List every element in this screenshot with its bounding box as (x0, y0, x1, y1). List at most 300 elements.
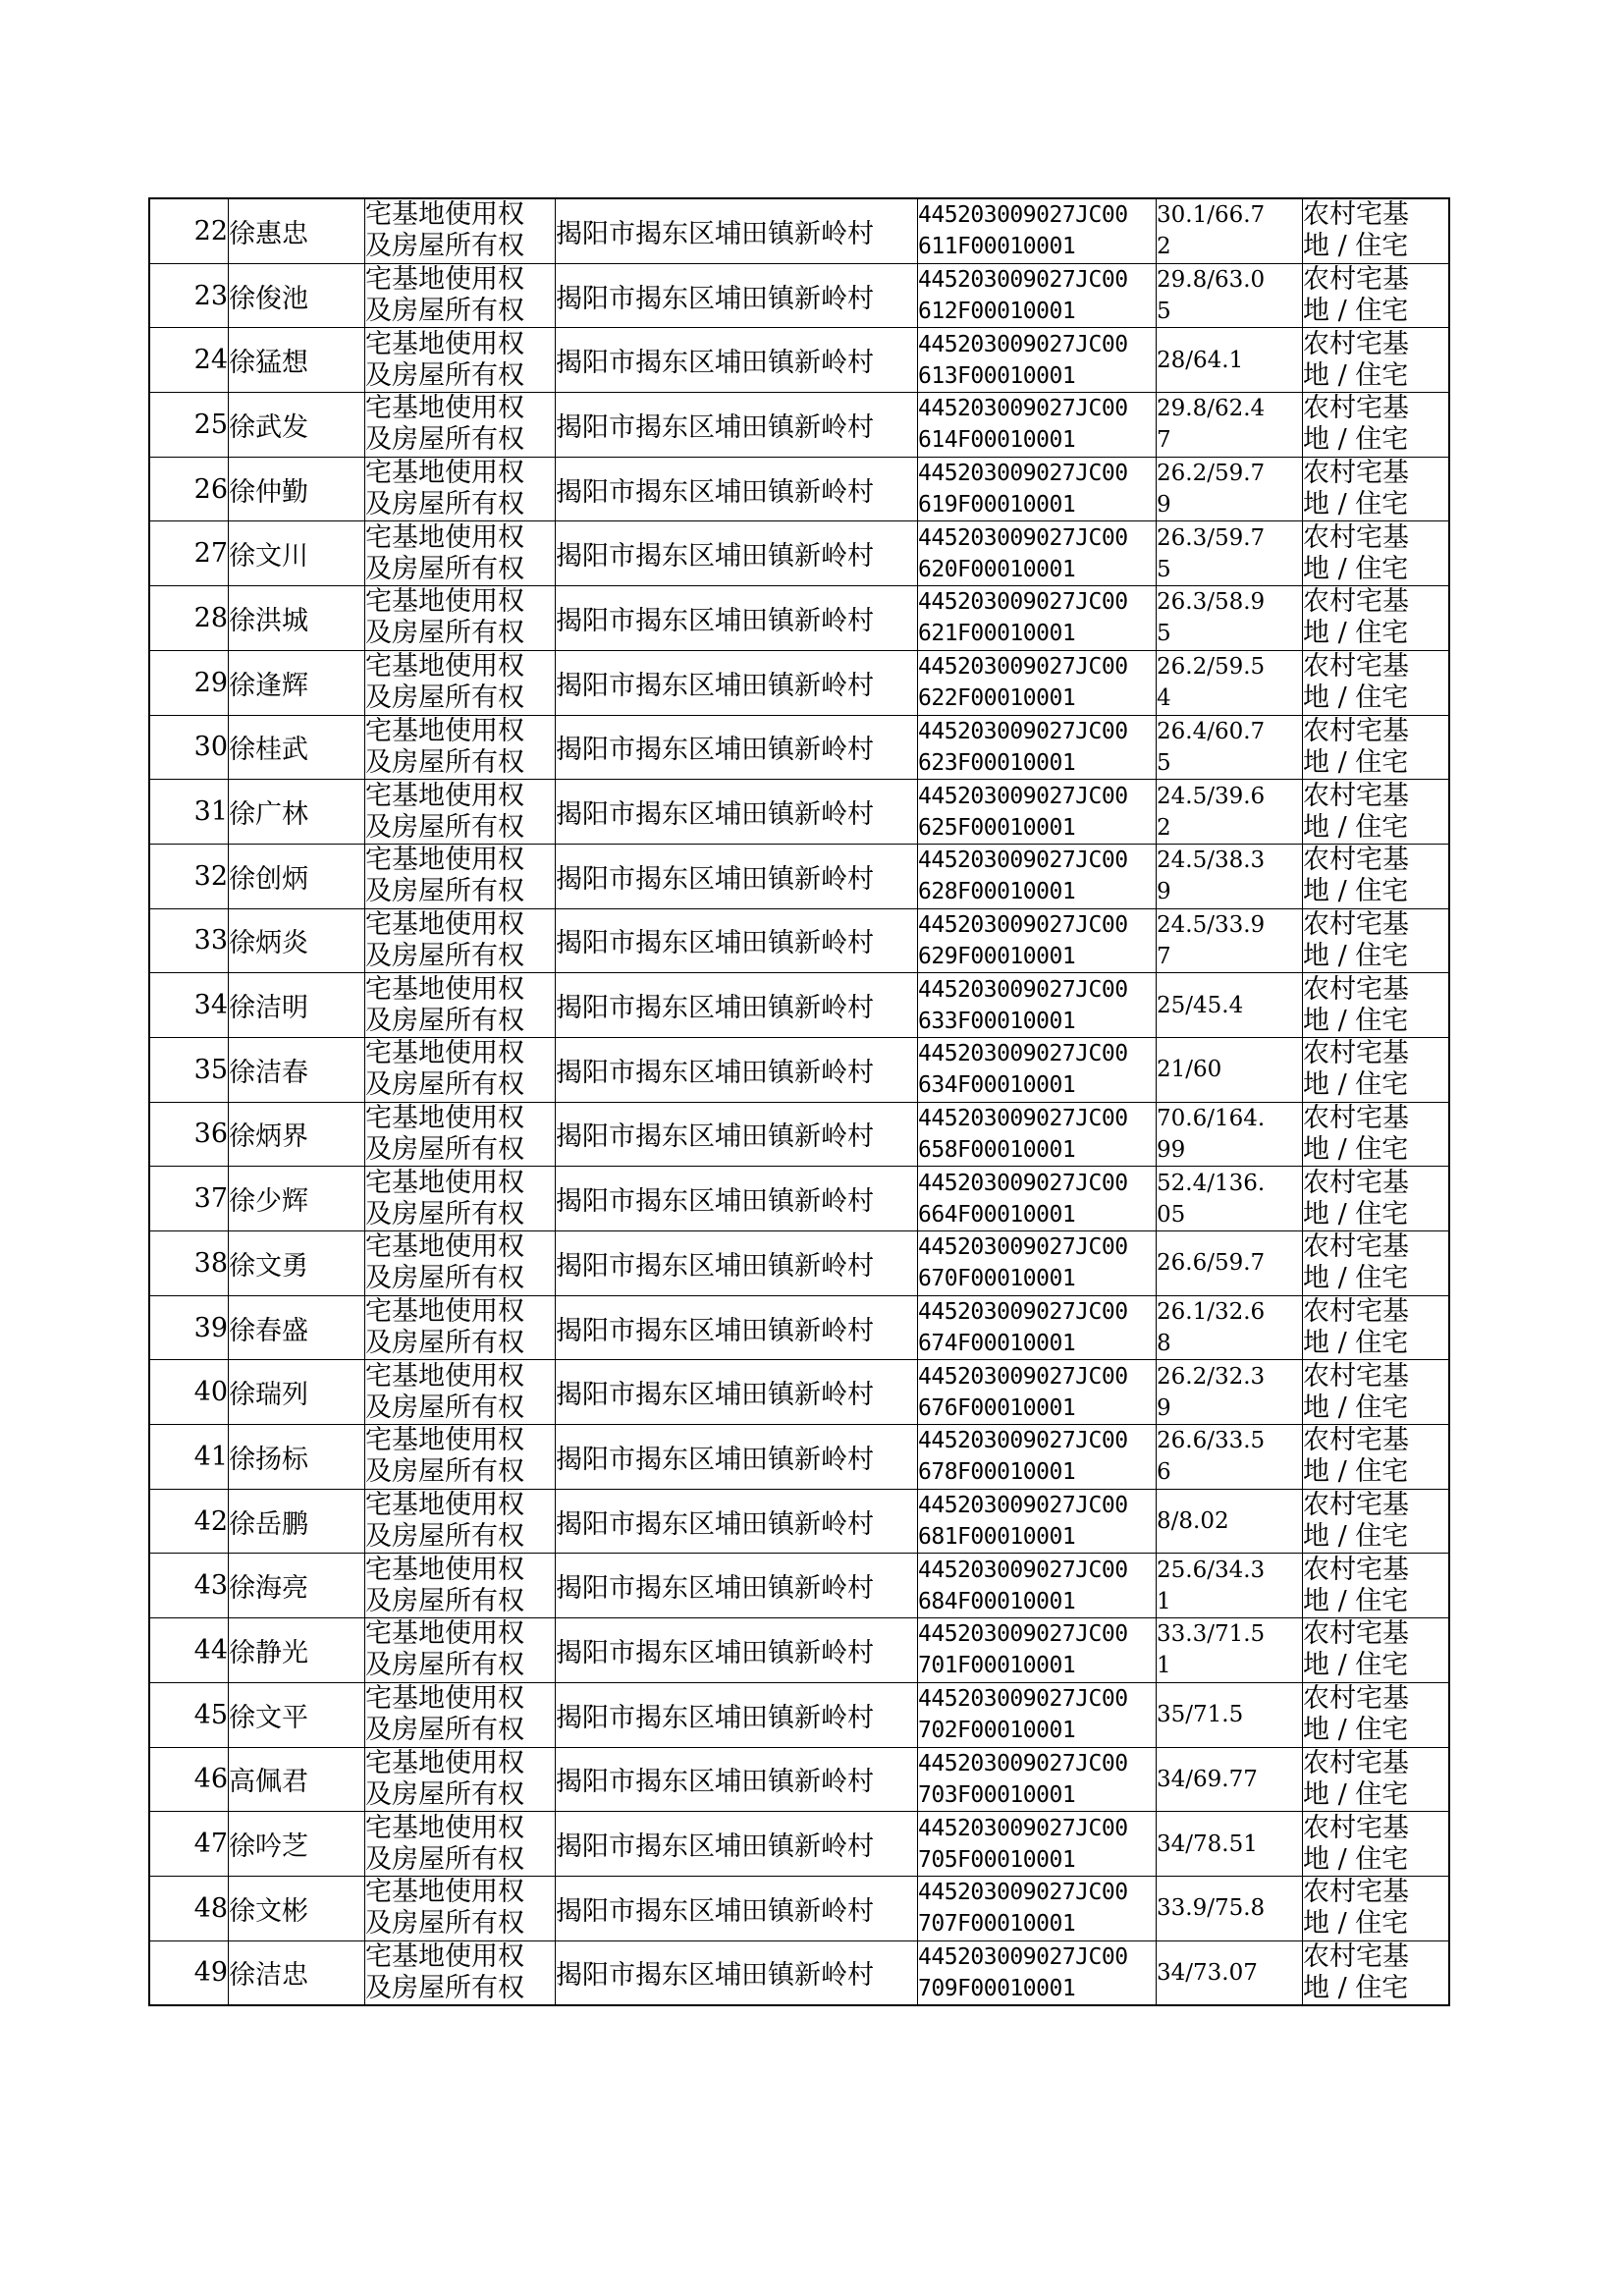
owner-name: 徐武发 (229, 393, 365, 458)
owner-name: 徐俊池 (229, 263, 365, 328)
unit-code-line2: 621F00010001 (918, 621, 1076, 647)
property-location: 揭阳市揭东区埔田镇新岭村 (556, 263, 918, 328)
right-type-line1: 宅基地使用权 (365, 1425, 524, 1456)
usage (1303, 1940, 1450, 2005)
usage-line2: 地 / 住宅 (1303, 1392, 1409, 1423)
right-type-line2: 及房屋所有权 (365, 1328, 524, 1359)
right-type-line1: 宅基地使用权 (365, 328, 524, 359)
right-type-line2: 及房屋所有权 (365, 1456, 524, 1488)
area (1157, 1489, 1303, 1554)
usage-line1: 农村宅基 (1303, 1618, 1409, 1650)
area-line2: 5 (1157, 556, 1171, 582)
unit-code-line1: 445203009027JC00 (918, 202, 1128, 229)
unit-code (918, 586, 1157, 651)
right-type (365, 1167, 556, 1231)
area (1157, 1231, 1303, 1296)
row-number: 33 (149, 908, 229, 973)
right-type (365, 650, 556, 715)
usage (1303, 1360, 1450, 1425)
unit-code (918, 1682, 1157, 1747)
table-row (149, 908, 1449, 973)
usage (1303, 1102, 1450, 1167)
right-type-line1: 宅基地使用权 (365, 1231, 524, 1263)
row-number: 27 (149, 521, 229, 586)
property-location: 揭阳市揭东区埔田镇新岭村 (556, 1812, 918, 1877)
unit-code-line1: 445203009027JC00 (918, 1943, 1128, 1970)
usage-line2: 地 / 住宅 (1303, 683, 1409, 714)
usage-line1: 农村宅基 (1303, 586, 1409, 618)
table-row (149, 198, 1449, 263)
area-line2: 9 (1157, 879, 1171, 905)
unit-code-line1: 445203009027JC00 (918, 718, 1128, 744)
area-line2: 2 (1157, 234, 1171, 260)
table-row (149, 1876, 1449, 1940)
area-line1: 30.1/66.7 (1157, 202, 1266, 229)
table-row (149, 328, 1449, 393)
owner-name: 徐岳鹏 (229, 1489, 365, 1554)
unit-code-line1: 445203009027JC00 (918, 654, 1128, 681)
usage-line1: 农村宅基 (1303, 264, 1409, 296)
unit-code-line2: 670F00010001 (918, 1266, 1076, 1292)
usage-line2: 地 / 住宅 (1303, 1263, 1409, 1294)
usage-line2: 地 / 住宅 (1303, 618, 1409, 649)
usage-line2: 地 / 住宅 (1303, 811, 1409, 843)
usage-line1: 农村宅基 (1303, 1940, 1409, 1972)
unit-code-line1: 445203009027JC00 (918, 589, 1128, 616)
unit-code (918, 908, 1157, 973)
usage-line1: 农村宅基 (1303, 1812, 1409, 1843)
unit-code-line2: 674F00010001 (918, 1331, 1076, 1357)
right-type-line2: 及房屋所有权 (365, 1908, 524, 1940)
unit-code-line2: 707F00010001 (918, 1911, 1076, 1938)
row-number: 26 (149, 457, 229, 521)
unit-code-line2: 705F00010001 (918, 1846, 1076, 1873)
owner-name: 徐惠忠 (229, 198, 365, 263)
table-row (149, 263, 1449, 328)
unit-code-line2: 614F00010001 (918, 427, 1076, 454)
right-type (365, 521, 556, 586)
table-row (149, 1231, 1449, 1296)
usage-line1: 农村宅基 (1303, 845, 1409, 876)
area-line1: 8/8.02 (1157, 1508, 1229, 1535)
area (1157, 973, 1303, 1038)
right-type (365, 1295, 556, 1360)
area-line1: 26.1/32.6 (1157, 1299, 1266, 1326)
row-number: 41 (149, 1425, 229, 1490)
row-number: 46 (149, 1747, 229, 1812)
right-type (365, 198, 556, 263)
unit-code-line1: 445203009027JC00 (918, 1170, 1128, 1196)
right-type-line2: 及房屋所有权 (365, 618, 524, 649)
property-location: 揭阳市揭东区埔田镇新岭村 (556, 586, 918, 651)
area-line1: 52.4/136. (1157, 1170, 1266, 1196)
area-line2: 5 (1157, 621, 1171, 647)
table-row (149, 1618, 1449, 1683)
unit-code-line2: 658F00010001 (918, 1136, 1076, 1163)
unit-code-line1: 445203009027JC00 (918, 1428, 1128, 1454)
usage (1303, 1747, 1450, 1812)
usage (1303, 1295, 1450, 1360)
area-line2: 7 (1157, 943, 1171, 969)
right-type-line1: 宅基地使用权 (365, 1102, 524, 1133)
unit-code-line2: 628F00010001 (918, 879, 1076, 905)
usage-line1: 农村宅基 (1303, 1747, 1409, 1778)
usage-line1: 农村宅基 (1303, 1683, 1409, 1715)
table-row (149, 1682, 1449, 1747)
right-type-line1: 宅基地使用权 (365, 780, 524, 811)
unit-code-line1: 445203009027JC00 (918, 1493, 1128, 1519)
unit-code-line1: 445203009027JC00 (918, 331, 1128, 357)
unit-code-line2: 664F00010001 (918, 1201, 1076, 1228)
right-type-line2: 及房屋所有权 (365, 296, 524, 327)
area (1157, 1682, 1303, 1747)
usage-line2: 地 / 住宅 (1303, 1328, 1409, 1359)
property-location: 揭阳市揭东区埔田镇新岭村 (556, 973, 918, 1038)
usage (1303, 1618, 1450, 1683)
area-line1: 26.4/60.7 (1157, 718, 1266, 744)
unit-code (918, 715, 1157, 780)
area-line2: 6 (1157, 1459, 1171, 1486)
area (1157, 198, 1303, 263)
area-line2: 7 (1157, 427, 1171, 454)
row-number: 32 (149, 844, 229, 908)
usage-line1: 农村宅基 (1303, 1425, 1409, 1456)
unit-code (918, 521, 1157, 586)
area-line1: 33.3/71.5 (1157, 1621, 1266, 1648)
owner-name: 徐扬标 (229, 1425, 365, 1490)
right-type-line1: 宅基地使用权 (365, 1038, 524, 1069)
unit-code-line1: 445203009027JC00 (918, 1621, 1128, 1648)
area (1157, 328, 1303, 393)
table-row (149, 1812, 1449, 1877)
right-type (365, 393, 556, 458)
right-type-line1: 宅基地使用权 (365, 458, 524, 489)
usage-line1: 农村宅基 (1303, 1554, 1409, 1585)
row-number: 34 (149, 973, 229, 1038)
right-type-line2: 及房屋所有权 (365, 1198, 524, 1229)
table-row (149, 1425, 1449, 1490)
usage-line2: 地 / 住宅 (1303, 746, 1409, 778)
right-type-line1: 宅基地使用权 (365, 1683, 524, 1715)
usage (1303, 586, 1450, 651)
usage-line1: 农村宅基 (1303, 199, 1409, 231)
owner-name: 徐吟芝 (229, 1812, 365, 1877)
property-location: 揭阳市揭东区埔田镇新岭村 (556, 1102, 918, 1167)
area (1157, 263, 1303, 328)
table-row (149, 586, 1449, 651)
unit-code (918, 650, 1157, 715)
area-line2: 9 (1157, 1394, 1171, 1421)
unit-code-line2: 684F00010001 (918, 1588, 1076, 1614)
right-type-line1: 宅基地使用权 (365, 651, 524, 683)
table-row (149, 1295, 1449, 1360)
usage-line1: 农村宅基 (1303, 458, 1409, 489)
property-location: 揭阳市揭东区埔田镇新岭村 (556, 1489, 918, 1554)
unit-code (918, 328, 1157, 393)
area-line1: 34/69.77 (1157, 1766, 1258, 1792)
owner-name: 徐仲勤 (229, 457, 365, 521)
table-row (149, 1747, 1449, 1812)
right-type (365, 263, 556, 328)
unit-code-line2: 709F00010001 (918, 1975, 1076, 2001)
usage-line1: 农村宅基 (1303, 1038, 1409, 1069)
owner-name: 徐瑞列 (229, 1360, 365, 1425)
right-type (365, 1682, 556, 1747)
unit-code (918, 263, 1157, 328)
table-row (149, 521, 1449, 586)
row-number: 28 (149, 586, 229, 651)
row-number: 35 (149, 1037, 229, 1102)
unit-code (918, 1102, 1157, 1167)
unit-code (918, 1940, 1157, 2005)
usage (1303, 198, 1450, 263)
unit-code-line2: 612F00010001 (918, 299, 1076, 325)
area (1157, 1747, 1303, 1812)
property-location: 揭阳市揭东区埔田镇新岭村 (556, 1554, 918, 1618)
row-number: 37 (149, 1167, 229, 1231)
area-line2: 4 (1157, 685, 1171, 712)
row-number: 31 (149, 780, 229, 845)
usage-line2: 地 / 住宅 (1303, 553, 1409, 584)
property-location: 揭阳市揭东区埔田镇新岭村 (556, 1037, 918, 1102)
row-number: 42 (149, 1489, 229, 1554)
unit-code-line1: 445203009027JC00 (918, 1105, 1128, 1131)
owner-name: 徐逢辉 (229, 650, 365, 715)
right-type-line1: 宅基地使用权 (365, 393, 524, 424)
right-type (365, 1940, 556, 2005)
right-type-line1: 宅基地使用权 (365, 973, 524, 1005)
area-line2: 9 (1157, 492, 1171, 519)
area-line1: 24.5/33.9 (1157, 911, 1266, 938)
right-type (365, 1037, 556, 1102)
owner-name: 徐文平 (229, 1682, 365, 1747)
right-type (365, 1812, 556, 1877)
right-type-line2: 及房屋所有权 (365, 1069, 524, 1101)
owner-name: 徐海亮 (229, 1554, 365, 1618)
registry-table-body (149, 198, 1449, 2005)
area (1157, 457, 1303, 521)
usage (1303, 1554, 1450, 1618)
right-type-line2: 及房屋所有权 (365, 1392, 524, 1423)
area (1157, 1940, 1303, 2005)
right-type-line1: 宅基地使用权 (365, 1940, 524, 1972)
unit-code (918, 973, 1157, 1038)
usage-line2: 地 / 住宅 (1303, 1585, 1409, 1616)
right-type-line2: 及房屋所有权 (365, 1715, 524, 1746)
usage-line1: 农村宅基 (1303, 1102, 1409, 1133)
usage-line2: 地 / 住宅 (1303, 940, 1409, 971)
unit-code-line1: 445203009027JC00 (918, 1686, 1128, 1713)
property-location: 揭阳市揭东区埔田镇新岭村 (556, 328, 918, 393)
usage-line2: 地 / 住宅 (1303, 1521, 1409, 1553)
area-line2: 05 (1157, 1201, 1186, 1228)
table-row (149, 973, 1449, 1038)
property-location: 揭阳市揭东区埔田镇新岭村 (556, 1940, 918, 2005)
right-type-line2: 及房屋所有权 (365, 940, 524, 971)
right-type-line2: 及房屋所有权 (365, 359, 524, 391)
right-type-line2: 及房屋所有权 (365, 876, 524, 907)
usage-line1: 农村宅基 (1303, 973, 1409, 1005)
unit-code-line1: 445203009027JC00 (918, 1234, 1128, 1261)
right-type-line2: 及房屋所有权 (365, 1650, 524, 1681)
right-type-line1: 宅基地使用权 (365, 586, 524, 618)
row-number: 38 (149, 1231, 229, 1296)
usage-line2: 地 / 住宅 (1303, 424, 1409, 456)
owner-name: 徐静光 (229, 1618, 365, 1683)
usage (1303, 1037, 1450, 1102)
area-line1: 34/73.07 (1157, 1959, 1258, 1986)
owner-name: 高佩君 (229, 1747, 365, 1812)
area (1157, 908, 1303, 973)
usage (1303, 715, 1450, 780)
right-type (365, 457, 556, 521)
unit-code-line2: 629F00010001 (918, 943, 1076, 969)
area-line1: 34/78.51 (1157, 1831, 1258, 1857)
usage-line2: 地 / 住宅 (1303, 1908, 1409, 1940)
usage (1303, 844, 1450, 908)
owner-name: 徐洁忠 (229, 1940, 365, 2005)
property-location: 揭阳市揭东区埔田镇新岭村 (556, 1295, 918, 1360)
right-type (365, 1360, 556, 1425)
right-type-line1: 宅基地使用权 (365, 1747, 524, 1778)
right-type (365, 780, 556, 845)
right-type-line1: 宅基地使用权 (365, 1490, 524, 1521)
right-type-line2: 及房屋所有权 (365, 1133, 524, 1165)
registry-table (148, 197, 1450, 2006)
area-line1: 26.6/33.5 (1157, 1428, 1266, 1454)
usage-line1: 农村宅基 (1303, 328, 1409, 359)
usage (1303, 1489, 1450, 1554)
owner-name: 徐少辉 (229, 1167, 365, 1231)
usage-line1: 农村宅基 (1303, 1360, 1409, 1392)
area-line1: 35/71.5 (1157, 1702, 1244, 1728)
usage (1303, 1231, 1450, 1296)
right-type-line2: 及房屋所有权 (365, 811, 524, 843)
right-type (365, 715, 556, 780)
area-line2: 5 (1157, 299, 1171, 325)
row-number: 47 (149, 1812, 229, 1877)
owner-name: 徐创炳 (229, 844, 365, 908)
usage (1303, 1682, 1450, 1747)
usage (1303, 1425, 1450, 1490)
usage-line2: 地 / 住宅 (1303, 1133, 1409, 1165)
right-type (365, 973, 556, 1038)
usage-line2: 地 / 住宅 (1303, 1972, 1409, 2003)
area-line1: 24.5/39.6 (1157, 783, 1266, 809)
usage-line2: 地 / 住宅 (1303, 489, 1409, 520)
usage-line2: 地 / 住宅 (1303, 1715, 1409, 1746)
usage-line2: 地 / 住宅 (1303, 1198, 1409, 1229)
right-type-line1: 宅基地使用权 (365, 715, 524, 746)
unit-code-line1: 445203009027JC00 (918, 1363, 1128, 1390)
right-type-line1: 宅基地使用权 (365, 521, 524, 553)
unit-code (918, 1747, 1157, 1812)
usage-line1: 农村宅基 (1303, 1877, 1409, 1908)
usage-line1: 农村宅基 (1303, 393, 1409, 424)
usage (1303, 457, 1450, 521)
unit-code-line2: 613F00010001 (918, 362, 1076, 389)
right-type-line1: 宅基地使用权 (365, 1618, 524, 1650)
area-line1: 24.5/38.3 (1157, 847, 1266, 874)
owner-name: 徐猛想 (229, 328, 365, 393)
unit-code-line1: 445203009027JC00 (918, 911, 1128, 938)
unit-code (918, 1618, 1157, 1683)
right-type-line1: 宅基地使用权 (365, 1877, 524, 1908)
owner-name: 徐桂武 (229, 715, 365, 780)
area (1157, 1102, 1303, 1167)
property-location: 揭阳市揭东区埔田镇新岭村 (556, 844, 918, 908)
right-type-line2: 及房屋所有权 (365, 1585, 524, 1616)
area (1157, 521, 1303, 586)
unit-code-line2: 633F00010001 (918, 1008, 1076, 1034)
usage-line2: 地 / 住宅 (1303, 1843, 1409, 1875)
unit-code-line1: 445203009027JC00 (918, 976, 1128, 1003)
unit-code-line2: 681F00010001 (918, 1524, 1076, 1551)
table-row (149, 844, 1449, 908)
area-line1: 29.8/62.4 (1157, 396, 1266, 422)
usage (1303, 263, 1450, 328)
right-type-line2: 及房屋所有权 (365, 746, 524, 778)
unit-code-line1: 445203009027JC00 (918, 1750, 1128, 1776)
area-line2: 1 (1157, 1653, 1171, 1679)
usage-line2: 地 / 住宅 (1303, 1650, 1409, 1681)
owner-name: 徐春盛 (229, 1295, 365, 1360)
usage-line1: 农村宅基 (1303, 521, 1409, 553)
right-type-line1: 宅基地使用权 (365, 1554, 524, 1585)
unit-code (918, 1425, 1157, 1490)
right-type (365, 844, 556, 908)
unit-code-line2: 703F00010001 (918, 1781, 1076, 1808)
usage (1303, 973, 1450, 1038)
table-row (149, 1360, 1449, 1425)
right-type-line1: 宅基地使用权 (365, 908, 524, 940)
unit-code (918, 457, 1157, 521)
row-number: 24 (149, 328, 229, 393)
property-location: 揭阳市揭东区埔田镇新岭村 (556, 780, 918, 845)
right-type-line1: 宅基地使用权 (365, 1296, 524, 1328)
right-type (365, 1876, 556, 1940)
property-location: 揭阳市揭东区埔田镇新岭村 (556, 1876, 918, 1940)
area-line1: 26.3/59.7 (1157, 524, 1266, 551)
unit-code (918, 393, 1157, 458)
usage (1303, 908, 1450, 973)
area-line1: 26.3/58.9 (1157, 589, 1266, 616)
usage-line1: 农村宅基 (1303, 780, 1409, 811)
area (1157, 586, 1303, 651)
right-type (365, 1489, 556, 1554)
right-type-line1: 宅基地使用权 (365, 264, 524, 296)
usage-line1: 农村宅基 (1303, 1231, 1409, 1263)
usage (1303, 1812, 1450, 1877)
usage-line1: 农村宅基 (1303, 908, 1409, 940)
row-number: 48 (149, 1876, 229, 1940)
unit-code-line1: 445203009027JC00 (918, 1815, 1128, 1841)
area (1157, 1360, 1303, 1425)
row-number: 39 (149, 1295, 229, 1360)
area (1157, 715, 1303, 780)
unit-code-line2: 676F00010001 (918, 1394, 1076, 1421)
right-type-line1: 宅基地使用权 (365, 1167, 524, 1198)
right-type-line2: 及房屋所有权 (365, 1778, 524, 1810)
unit-code-line2: 622F00010001 (918, 685, 1076, 712)
usage-line1: 农村宅基 (1303, 1490, 1409, 1521)
right-type (365, 586, 556, 651)
row-number: 30 (149, 715, 229, 780)
usage-line2: 地 / 住宅 (1303, 1005, 1409, 1036)
right-type-line2: 及房屋所有权 (365, 683, 524, 714)
area (1157, 844, 1303, 908)
right-type (365, 1102, 556, 1167)
